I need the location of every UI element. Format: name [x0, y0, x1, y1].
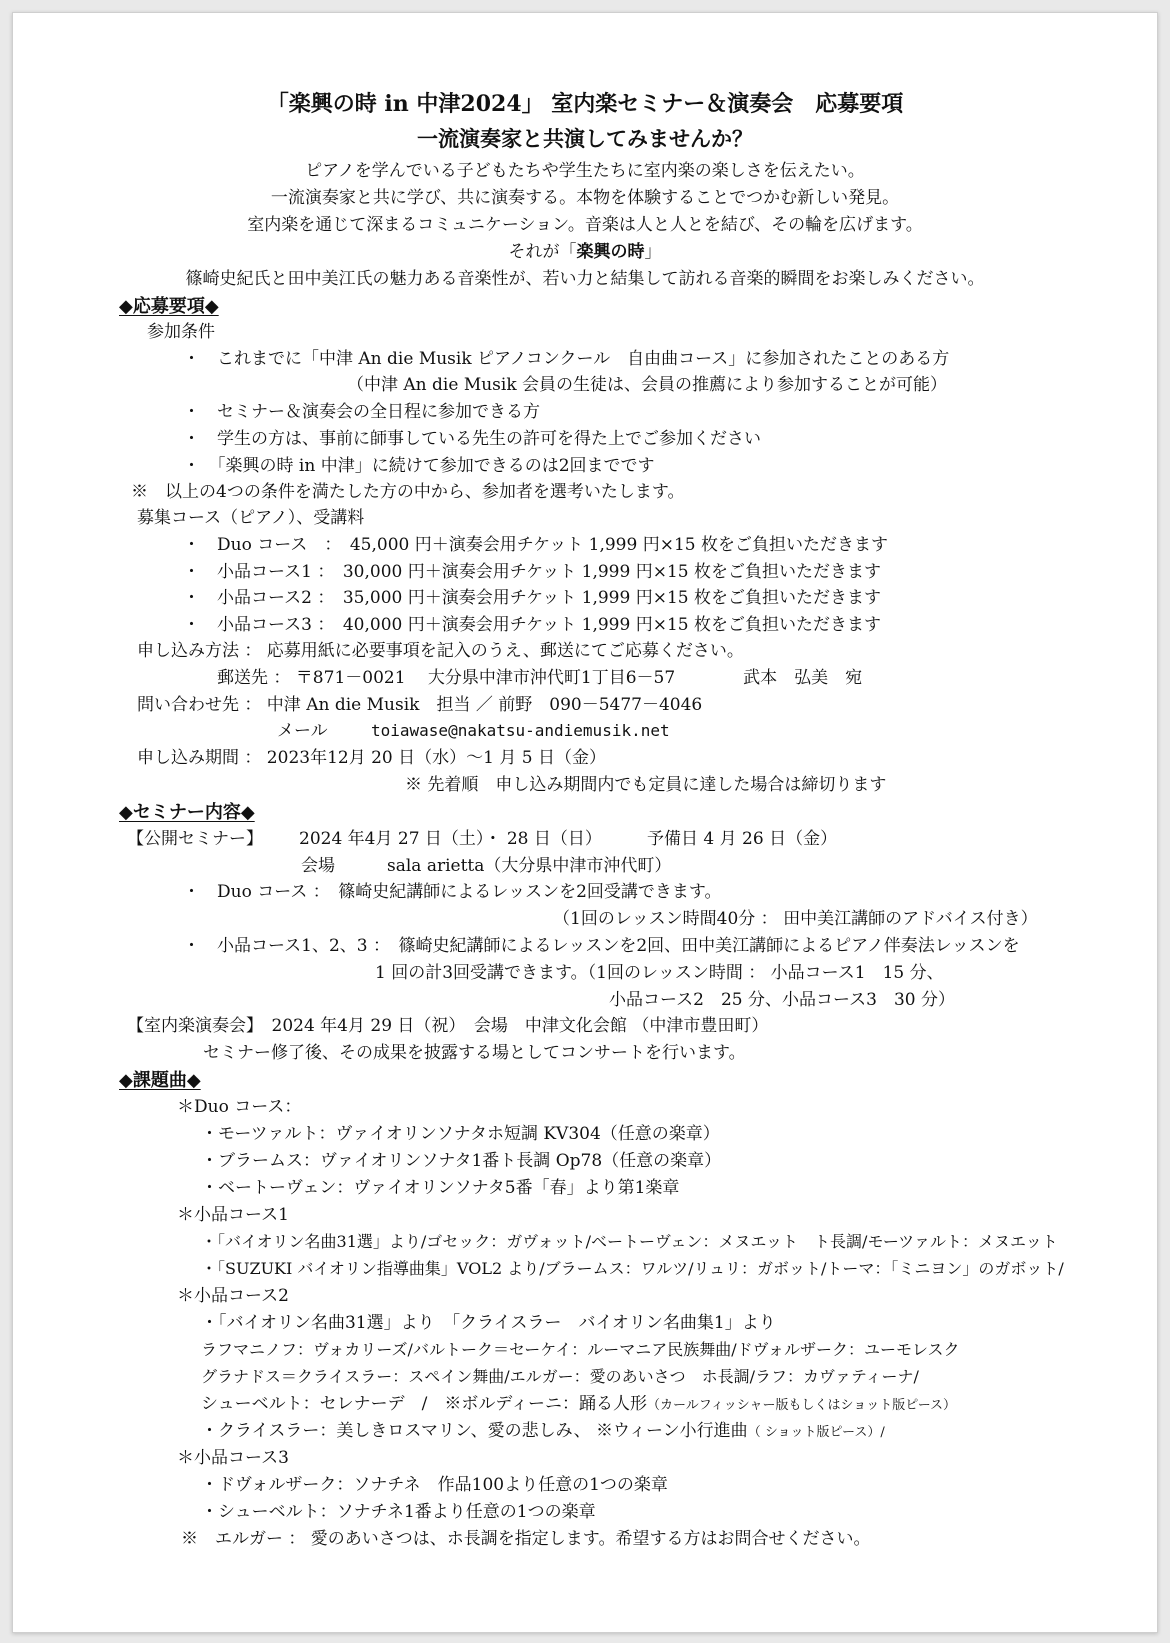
seminar-venue: sala arietta（大分県中津市沖代町）: [387, 856, 672, 876]
repertoire-item-main: ・クライスラー：美しきロスマリン、愛の悲しみ、 ※ウィーン小行進曲: [201, 1421, 748, 1441]
repertoire-item: ・ドヴォルザーク：ソナチネ 作品100より任意の1つの楽章: [201, 1475, 668, 1495]
reserve-date: 予備日 4 月 26 日（金）: [647, 829, 838, 849]
intro-line: 室内楽を通じて深まるコミュニケーション。音楽は人と人とを結び、その輪を広げます。: [247, 215, 923, 235]
intro-tagline: [13, 244, 1157, 261]
contact-info: 問い合わせ先 ： 中津 An die Musik 担当 ／ 前野 090－5477－4046: [137, 695, 703, 715]
repertoire-item: [201, 1423, 885, 1440]
email-label: メール: [277, 721, 328, 741]
repertoire-item: ・「SUZUKI バイオリン指導曲集」VOL2 より/ブラームス：ワルツ/リュリ：ガボット/トーマ：「ミニヨン」のガボット/: [201, 1259, 1064, 1278]
repertoire-item-edition: （カールフィッシャー版もしくはショット版ピース）: [647, 1398, 957, 1413]
condition-note: （中津 An die Musik 会員の生徒は、会員の推薦により参加することが可能）: [347, 375, 948, 395]
fee-item: ・ 小品コース1 ： 30,000 円＋演奏会用チケット 1,999 円×15 枚をご負担いただきます: [183, 562, 881, 582]
fee-item: ・ 小品コース3 ： 40,000 円＋演奏会用チケット 1,999 円×15 枚をご負担いただきます: [183, 615, 881, 635]
final-note: ※ エルガー ： 愛のあいさつは、ホ長調を指定します。希望する方はお問合せください。: [181, 1529, 871, 1549]
intro-tagline-suffix: 」: [644, 242, 662, 262]
public-seminar-label: 【公開セミナー】: [127, 829, 263, 849]
repertoire-item: グラナドス＝クライスラー：スペイン舞曲/エルガー：愛のあいさつ ホ長調/ラフ：カヴァティーナ/: [201, 1367, 919, 1386]
public-seminar-dates: 2024 年4月 27 日（土）・ 28 日（日）: [299, 829, 602, 849]
venue-label: 会場: [301, 856, 335, 876]
document-page: [12, 12, 1158, 1633]
repertoire-item-main: シューベルト：セレナーデ / ※ボルディーニ：踊る人形: [201, 1394, 648, 1414]
condition-item: ・ セミナー＆演奏会の全日程に参加できる方: [183, 402, 540, 422]
page-subtitle: 一流演奏家と共演してみませんか？: [417, 126, 753, 151]
mailing-address: 郵送先 ： 〒871－0021 大分県中津市沖代町1丁目6－57 武本 弘美 宛: [217, 668, 863, 688]
intro-tagline-prefix: それが「: [508, 242, 577, 262]
concert-note: セミナー修了後、その成果を披露する場としてコンサートを行います。: [203, 1043, 746, 1063]
repertoire-item: ・「バイオリン名曲31選」より/ゴセック：ガヴォット/ベートーヴェン：メヌエット ト長調/モーツァルト：メヌエット: [201, 1232, 1058, 1251]
section-heading-seminar: ◆セミナー内容◆: [119, 802, 255, 823]
small-course-info: ・ 小品コース1、2、3 ： 篠崎史紀講師によるレッスンを2回、田中美江講師によるピアノ伴奏法レッスンを: [183, 936, 1020, 956]
fee-item: ・ 小品コース2 ： 35,000 円＋演奏会用チケット 1,999 円×15 枚をご負担いただきます: [183, 588, 881, 608]
application-method: 申し込み方法 ： 応募用紙に必要事項を記入のうえ、郵送にてご応募ください。: [137, 641, 744, 661]
condition-item: ・ 「楽興の時 in 中津」に続けて参加できるのは2回までです: [183, 456, 655, 476]
small-course1-label: ＊小品コース1: [177, 1205, 289, 1225]
page-title: 「楽興の時 in 中津2024」 室内楽セミナー＆演奏会 応募要項: [266, 91, 904, 117]
repertoire-item: ・ベートーヴェン：ヴァイオリンソナタ5番「春」より第1楽章: [201, 1178, 680, 1198]
period-note: ※ 先着順 申し込み期間内でも定員に達した場合は締切ります: [405, 775, 887, 795]
selection-note: ※ 以上の4つの条件を満たした方の中から、参加者を選考いたします。: [131, 482, 685, 502]
intro-line: ピアノを学んでいる子どもたちや学生たちに室内楽の楽しさを伝えたい。: [305, 161, 865, 181]
repertoire-item: ・ブラームス：ヴァイオリンソナタ1番ト長調 Op78（任意の楽章）: [201, 1151, 722, 1171]
repertoire-item: ・シューベルト：ソナチネ1番より任意の1つの楽章: [201, 1502, 596, 1522]
course-label: 募集コース（ピアノ）、受講料: [137, 508, 365, 528]
small-course-note: 小品コース2 25 分、小品コース3 30 分）: [609, 990, 956, 1010]
concert-info: 【室内楽演奏会】 2024 年4月 29 日（祝） 会場 中津文化会館 （中津市豊田町）: [127, 1016, 769, 1036]
duo-course-info: ・ Duo コース ： 篠崎史紀講師によるレッスンを2回受講できます。: [183, 882, 722, 902]
duo-course-label: ＊Duo コース：: [177, 1097, 302, 1117]
email-address: toiawase@nakatsu-andiemusik.net: [371, 721, 670, 740]
small-course2-label: ＊小品コース2: [177, 1286, 289, 1306]
fee-item: ・ Duo コース ： 45,000 円＋演奏会用チケット 1,999 円×15 枚をご負担いただきます: [183, 535, 888, 555]
duo-course-note: （1回のレッスン時間40分 ： 田中美江講師のアドバイス付き）: [553, 909, 1038, 929]
conditions-label: 参加条件: [147, 322, 215, 342]
condition-item: ・ 学生の方は、事前に師事している先生の許可を得た上でご参加ください: [183, 429, 761, 449]
small-course-note: 1 回の計3回受講できます。（1回のレッスン時間 ： 小品コース1 15 分、: [375, 963, 944, 983]
intro-line: 篠崎史紀氏と田中美江氏の魅力ある音楽性が、若い力と結集して訪れる音楽的瞬間をお楽しみください。: [185, 269, 985, 289]
section-heading-repertoire: ◆課題曲◆: [119, 1070, 201, 1091]
application-period: 申し込み期間 ： 2023年12月 20 日（水）～1 月 5 日（金）: [137, 748, 606, 768]
repertoire-item: [201, 1396, 956, 1413]
condition-item: ・ これまでに「中津 An die Musik ピアノコンクール 自由曲コース」に参加されたことのある方: [183, 349, 950, 369]
repertoire-item: ・モーツァルト：ヴァイオリンソナタホ短調 KV304（任意の楽章）: [201, 1124, 720, 1144]
small-course3-label: ＊小品コース3: [177, 1448, 289, 1468]
repertoire-item: ・「バイオリン名曲31選」より 「クライスラー バイオリン名曲集1」より: [201, 1313, 776, 1333]
repertoire-item: ラフマニノフ：ヴォカリーズ/バルトーク＝セーケイ：ルーマニア民族舞曲/ドヴォルザーク：ユーモレスク: [201, 1340, 960, 1359]
repertoire-item-edition: （ ショット版ピース）/: [747, 1425, 885, 1440]
intro-tagline-bold: 楽興の時: [576, 242, 645, 262]
section-heading-application: ◆応募要項◆: [119, 296, 219, 317]
intro-line: 一流演奏家と共に学び、共に演奏する。本物を体験することでつかむ新しい発見。: [270, 188, 900, 208]
